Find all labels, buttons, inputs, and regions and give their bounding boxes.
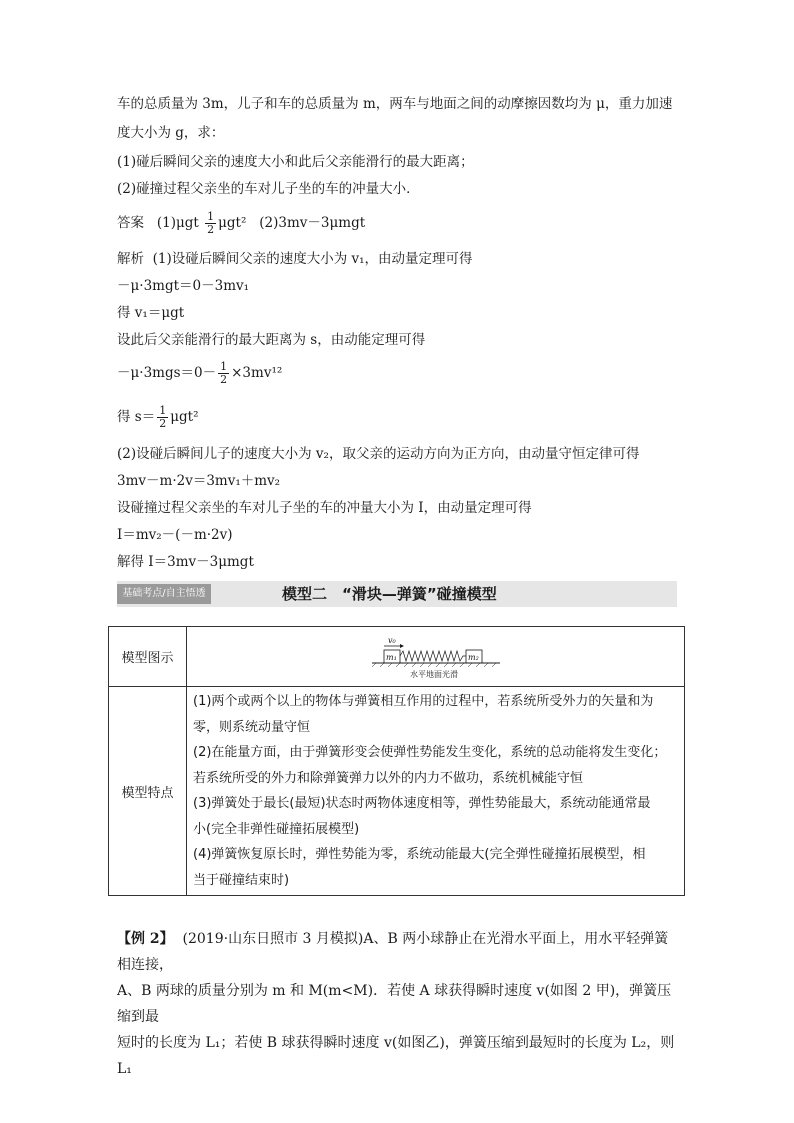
answer-1-suffix: μgt² bbox=[218, 215, 247, 231]
example-line-2: A、B 两球的质量分别为 m 和 M(m<M)．若使 A 球获得瞬时速度 v(如图 2 甲)，弹簧压缩到最 bbox=[117, 983, 672, 1025]
table-row-diagram bbox=[109, 627, 685, 687]
solution-step-3: 得 v₁＝μgt bbox=[117, 305, 185, 321]
section-header bbox=[117, 581, 677, 607]
feature-2a: (2)在能量方面，由于弹簧形变会使弹性势能发生变化，系统的总动能将发生变化； bbox=[193, 745, 667, 760]
diagram-cell bbox=[187, 627, 685, 687]
arrow-head-icon bbox=[400, 644, 404, 648]
solution-step-11: 解得 I＝3mv－3μmgt bbox=[117, 554, 254, 570]
question-2: (2)碰撞过程父亲坐的车对儿子坐的车的冲量大小． bbox=[117, 181, 420, 197]
spring-icon bbox=[400, 651, 466, 661]
solution-label: 解析 bbox=[117, 251, 144, 267]
feature-2b: 若系统所受的外力和除弹簧弹力以外的内力不做功，系统机械能守恒 bbox=[193, 770, 584, 786]
question-1: (1)碰后瞬间父亲的速度大小和此后父亲能滑行的最大距离； bbox=[117, 154, 474, 170]
row-label-diagram: 模型图示 bbox=[109, 627, 187, 687]
table-row-features bbox=[109, 687, 685, 896]
answer-1-prefix: (1)μgt bbox=[156, 215, 199, 231]
block-m2-label: m₂ bbox=[467, 652, 479, 662]
section-title: 模型二 “滑块—弹簧”碰撞模型 bbox=[282, 585, 497, 603]
feature-1b: 零，则系统动量守恒 bbox=[193, 719, 311, 735]
solution-step-8: 3mv－m·2v＝3mv₁＋mv₂ bbox=[117, 473, 281, 489]
answer-2: (2)3mv－3μmgt bbox=[259, 215, 366, 231]
example-line-3: 短时的长度为 L₁；若使 B 球获得瞬时速度 v(如图乙)，弹簧压缩到最短时的长度为 L₂，则 L₁ bbox=[117, 1035, 675, 1077]
feature-3a: (3)弹簧处于最长(最短)状态时两物体速度相等，弹性势能最大，系统动能通常最 bbox=[193, 796, 651, 811]
section-tag: 基础考点/自主悟透 bbox=[117, 584, 211, 604]
solution-step-7: (2)设碰后瞬间儿子的速度大小为 v₂，取父亲的运动方向为正方向，由动量守恒定律可得 bbox=[117, 446, 640, 462]
example-2 bbox=[117, 926, 682, 1082]
solution-step-1: (1)设碰后瞬间父亲的速度大小为 v₁，由动量定理可得 bbox=[152, 251, 473, 267]
feature-4a: (4)弹簧恢复原长时，弹性势能为零，系统动能最大(完全弹性碰撞拓展模型，相 bbox=[193, 847, 646, 862]
velocity-label: v₀ bbox=[387, 635, 396, 645]
solution-step-6: 得 s＝ $\frac{1}{2}$ μgt² bbox=[117, 404, 199, 430]
feature-3b: 小(完全非弹性碰撞拓展模型) bbox=[193, 821, 360, 837]
spring-block-diagram bbox=[366, 634, 506, 680]
answer-line bbox=[117, 210, 365, 236]
example-line-1: 【例 2】 (2019·山东日照市 3 月模拟)A、B 两小球静止在光滑水平面上，用水平轻弹簧相连接， bbox=[117, 931, 669, 973]
diagram-caption: 水平地面光滑 bbox=[409, 669, 458, 679]
block-m1-label: m₁ bbox=[385, 652, 397, 662]
model-table bbox=[108, 626, 685, 896]
solution-line-1 bbox=[117, 250, 473, 268]
features-cell bbox=[187, 687, 685, 896]
answer-fraction: $\frac{1}{2}$ bbox=[207, 210, 215, 236]
problem-line-2: 度大小为 g，求： bbox=[117, 125, 225, 141]
solution-step-9: 设碰撞过程父亲坐的车对儿子坐的车的冲量大小为 I，由动量定理可得 bbox=[117, 500, 532, 516]
fraction-half: $\frac{1}{2}$ bbox=[159, 404, 167, 430]
problem-line-1: 车的总质量为 3m，儿子和车的总质量为 m，两车与地面之间的动摩擦因数均为 μ，重力加速 bbox=[117, 96, 673, 112]
solution-step-5: －μ·3mgs＝0－ $\frac{1}{2}$ ×3mv¹² bbox=[117, 360, 283, 386]
feature-1a: (1)两个或两个以上的物体与弹簧相互作用的过程中，若系统所受外力的矢量和为 bbox=[193, 694, 654, 709]
fraction-half: $\frac{1}{2}$ bbox=[220, 360, 228, 386]
answer-label: 答案 bbox=[117, 215, 144, 231]
solution-step-2: －μ·3mgt＝0－3mv₁ bbox=[117, 278, 250, 294]
ground-hatch bbox=[372, 663, 496, 667]
row-label-features: 模型特点 bbox=[109, 687, 187, 896]
solution-step-10: I＝mv₂－(－m·2v) bbox=[117, 527, 233, 543]
feature-4b: 当于碰撞结束时) bbox=[193, 872, 290, 888]
solution-step-4: 设此后父亲能滑行的最大距离为 s，由动能定理可得 bbox=[117, 332, 426, 348]
example-label: 【例 2】 bbox=[117, 931, 174, 947]
